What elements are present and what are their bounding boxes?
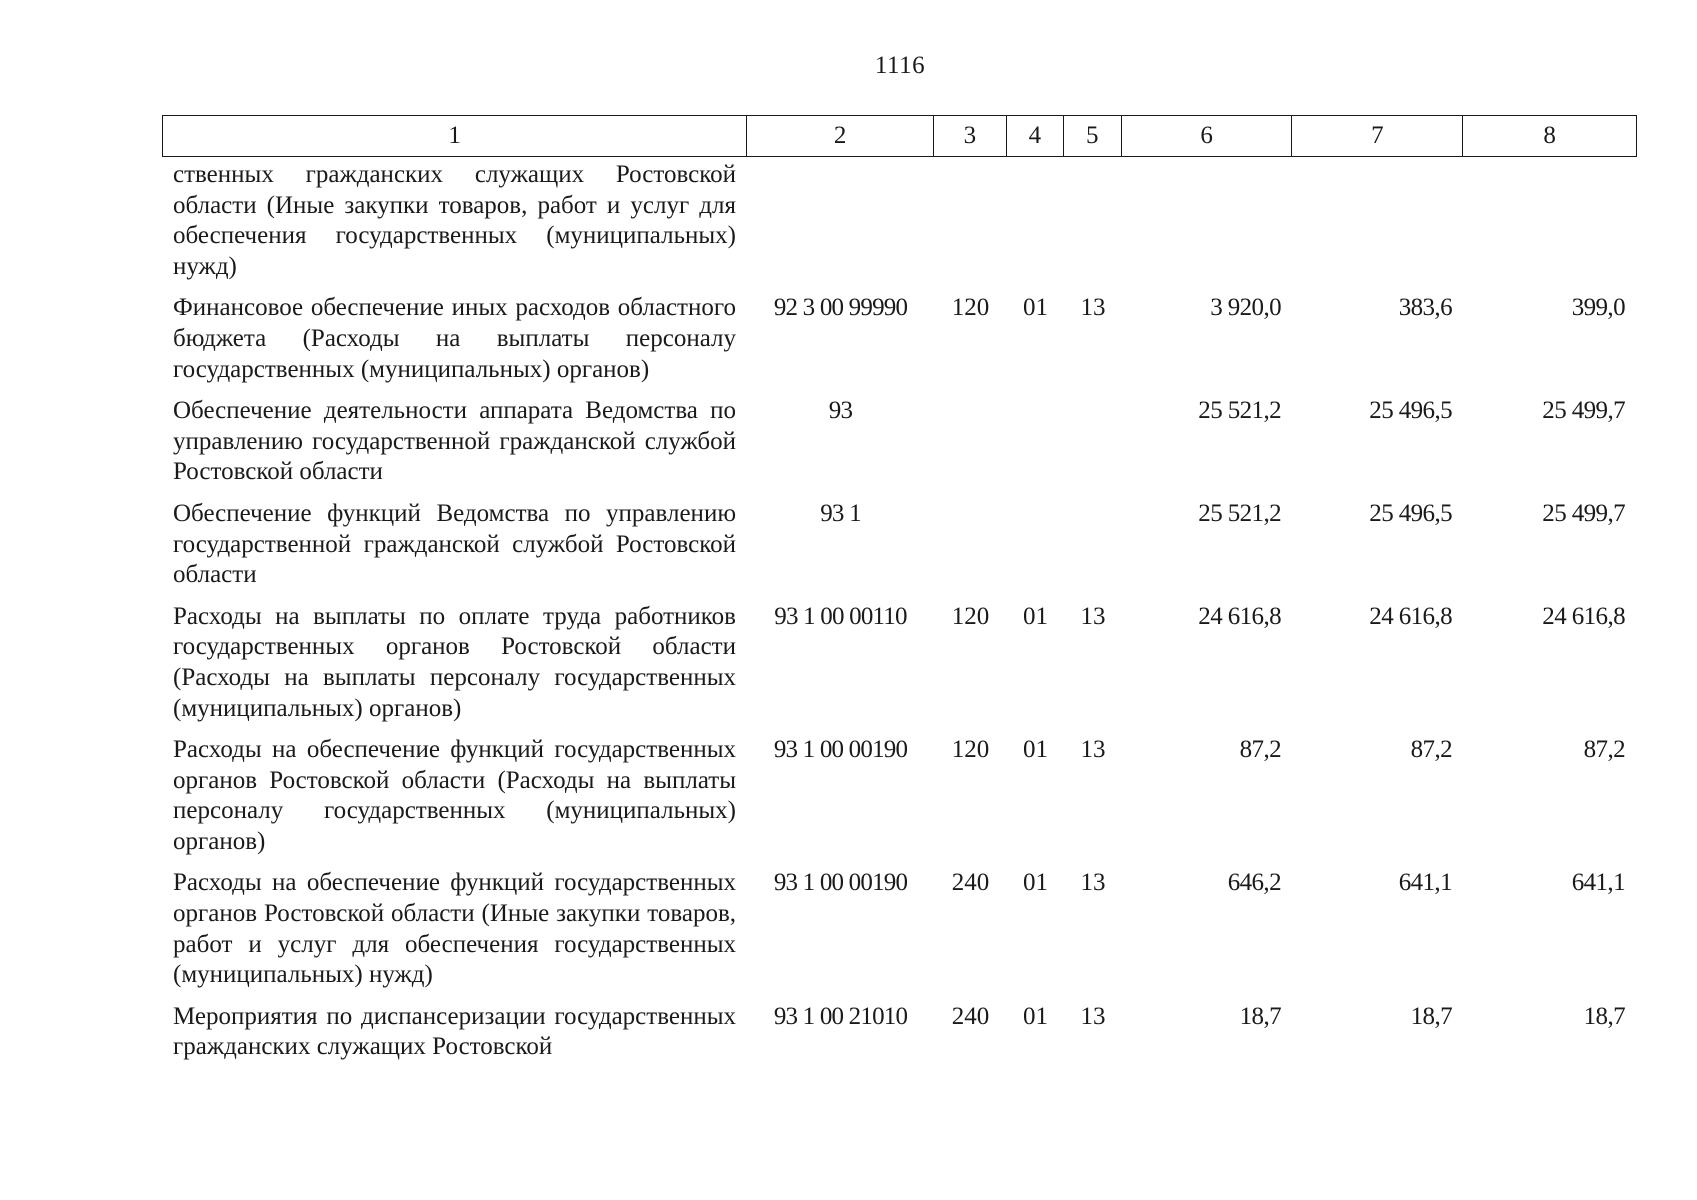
amount-col-7: 24 616,8 [1369,602,1452,630]
expense-type-code: 120 [951,294,990,322]
row-description: Обеспечение функций Ведомства по управлению государственной гражданской службой Ростовской области [173,499,736,589]
table-row [162,602,1637,724]
subsection-code: 13 [1080,869,1106,897]
amount-col-6: 646,2 [1227,869,1281,897]
row-description: Мероприятия по диспансеризации государственных гражданских служащих Ростовской [173,1002,736,1061]
table-row [162,868,1637,990]
section-code: 01 [1023,1002,1048,1030]
row-description: Финансовое обеспечение иных расходов областного бюджета (Расходы на выплаты персоналу государственных (муниципальных) органов) [173,294,736,383]
table-header [162,115,1637,157]
amount-col-8: 25 499,7 [1542,499,1625,527]
expense-type-code: 120 [951,736,990,764]
header-cell-4: 4 [1007,116,1064,156]
table-row [162,293,1637,385]
amount-col-6: 87,2 [1239,736,1281,764]
subsection-code: 13 [1080,294,1106,322]
target-article-code: 93 1 [820,499,861,527]
table-row [162,396,1637,488]
row-description: Расходы на обеспечение функций государственных органов Ростовской области (Расходы на выплаты персоналу государственных (муниципальных) органов) [173,736,736,855]
header-cell-2: 2 [747,116,934,156]
subsection-code: 13 [1080,736,1106,764]
target-article-code: 93 1 00 00190 [773,736,908,764]
amount-col-7: 25 496,5 [1369,499,1452,527]
amount-col-7: 87,2 [1410,736,1452,764]
row-description: ственных гражданских служащих Ростовской области (Иные закупки товаров, работ и услуг для обеспечения государственных (муниципальных) нужд) [173,161,736,280]
amount-col-6: 24 616,8 [1198,602,1281,630]
amount-col-6: 25 521,2 [1198,397,1281,425]
header-cell-6: 6 [1122,116,1293,156]
amount-col-8: 641,1 [1571,869,1625,897]
table-row [162,499,1637,591]
subsection-code: 13 [1080,1002,1106,1030]
header-cell-3: 3 [934,116,1007,156]
table-row [162,160,1637,282]
row-description: Расходы на обеспечение функций государственных органов Ростовской области (Иные закупки товаров, работ и услуг для обеспечения государственных (муниципальных) нужд) [173,869,736,989]
target-article-code: 93 [828,397,853,425]
amount-col-7: 18,7 [1410,1002,1452,1030]
table-row [162,735,1637,857]
subsection-code: 13 [1080,602,1106,630]
budget-table [162,160,1637,1063]
section-code: 01 [1023,736,1048,764]
amount-col-6: 18,7 [1239,1002,1281,1030]
amount-col-8: 25 499,7 [1542,397,1625,425]
table-row [162,1002,1637,1063]
target-article-code: 93 1 00 00190 [773,869,908,897]
amount-col-8: 87,2 [1583,736,1625,764]
expense-type-code: 120 [951,602,990,630]
amount-col-8: 24 616,8 [1542,602,1625,630]
section-code: 01 [1023,294,1048,322]
target-article-code: 92 3 00 99990 [773,294,908,322]
target-article-code: 93 1 00 00110 [774,602,907,630]
header-cell-5: 5 [1064,116,1122,156]
expense-type-code: 240 [951,869,990,897]
section-code: 01 [1023,869,1048,897]
amount-col-7: 641,1 [1398,869,1452,897]
amount-col-7: 25 496,5 [1369,397,1452,425]
amount-col-6: 25 521,2 [1198,499,1281,527]
page-number: 1116 [874,52,926,79]
amount-col-6: 3 920,0 [1210,294,1281,322]
row-description: Обеспечение деятельности аппарата Ведомства по управлению государственной гражданской службой Ростовской области [173,397,736,486]
section-code: 01 [1023,602,1048,630]
amount-col-7: 383,6 [1398,294,1452,322]
target-article-code: 93 1 00 21010 [773,1002,908,1030]
header-cell-1: 1 [163,116,747,156]
expense-type-code: 240 [951,1002,990,1030]
amount-col-8: 399,0 [1571,294,1625,322]
row-description: Расходы на выплаты по оплате труда работников государственных органов Ростовской области (Расходы на выплаты персоналу государственных (муниципальных) органов) [173,602,736,722]
amount-col-8: 18,7 [1583,1002,1625,1030]
header-cell-7: 7 [1292,116,1463,156]
header-cell-8: 8 [1543,122,1556,149]
